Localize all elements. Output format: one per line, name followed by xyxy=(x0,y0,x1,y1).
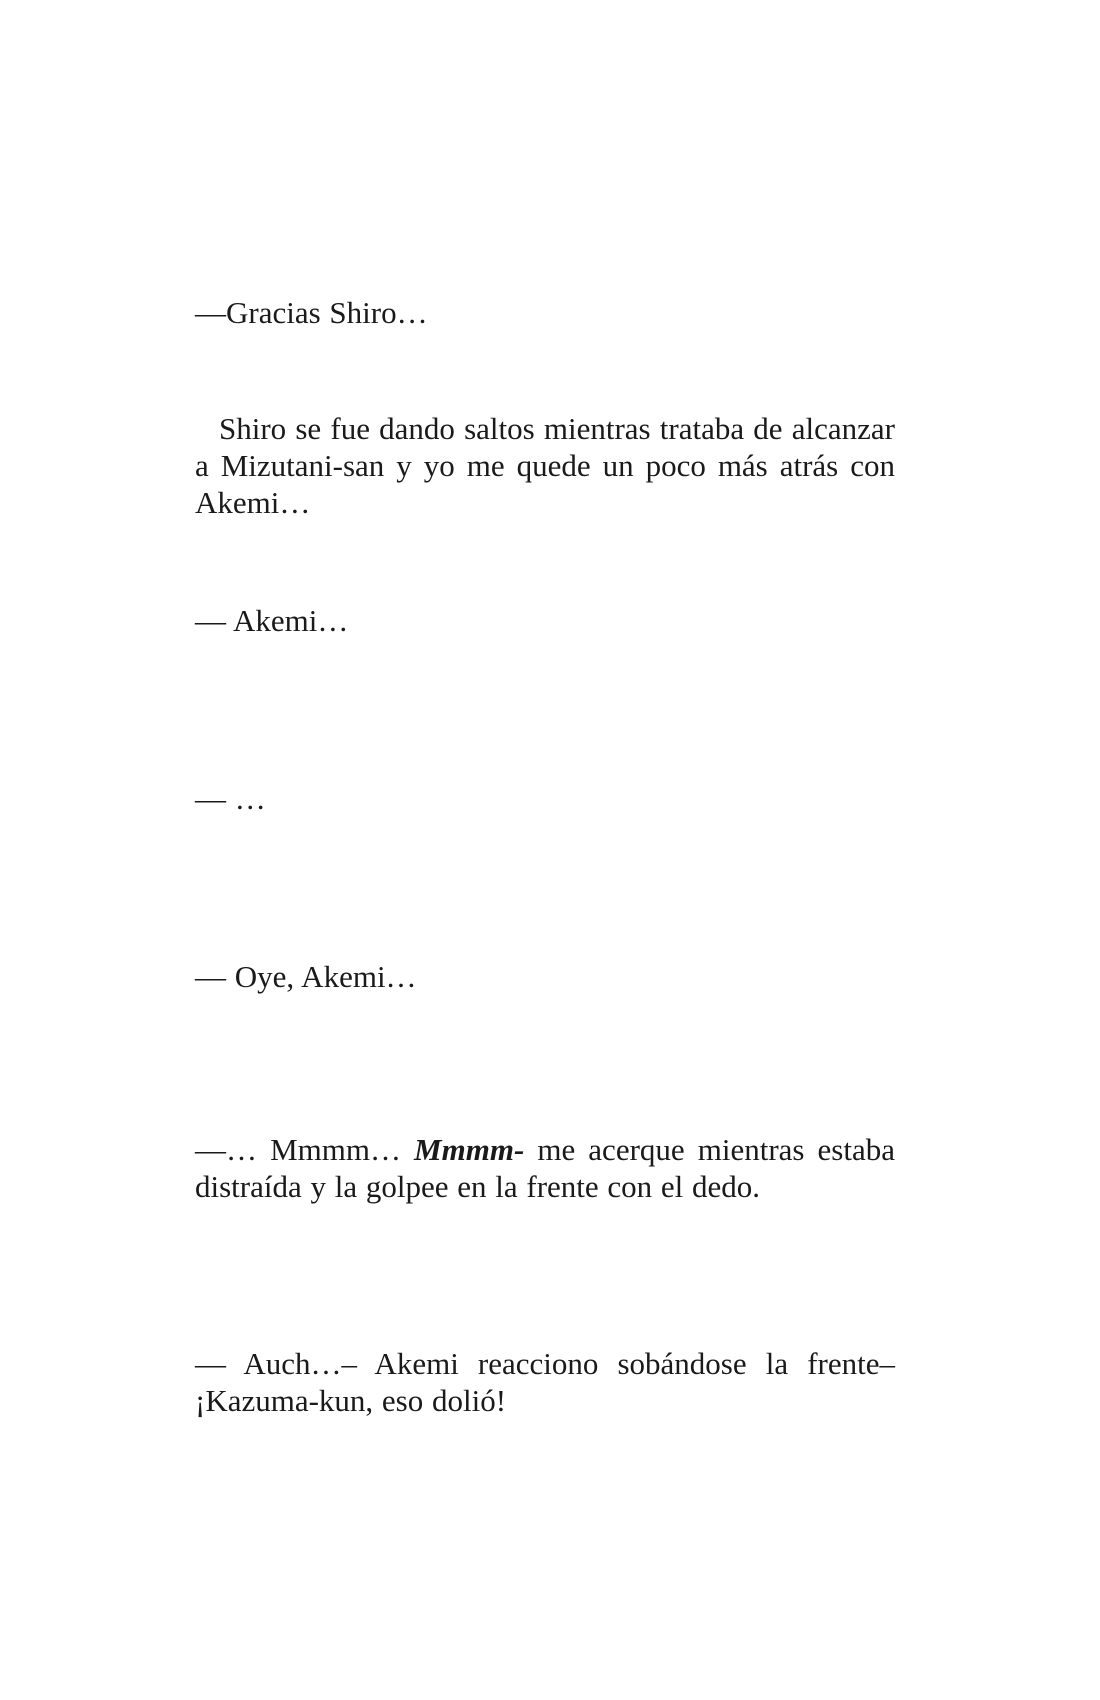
narration-paragraph: Shiro se fue dando saltos mientras trataba de alcanzar a Mizutani-san y yo me quede un poco más atrás con Akemi… xyxy=(195,411,895,520)
dialogue-line-5-end: me acerque mientras estaba distraída y la golpee en la frente con el dedo. xyxy=(195,1132,895,1204)
dialogue-line-3: — … xyxy=(195,781,266,816)
dialogue-line-1: —Gracias Shiro… xyxy=(195,295,428,330)
dialogue-line-5-start: —… Mmmm… xyxy=(195,1132,415,1167)
emphasized-sound: Mmmm- xyxy=(414,1132,525,1167)
dialogue-line-4: — Oye, Akemi… xyxy=(195,959,417,994)
dialogue-line-5 xyxy=(195,1131,895,1205)
dialogue-line-6: — Auch…– Akemi reacciono sobándose la frente– ¡Kazuma-kun, eso dolió! xyxy=(195,1346,895,1418)
dialogue-line-2: — Akemi… xyxy=(195,603,349,638)
